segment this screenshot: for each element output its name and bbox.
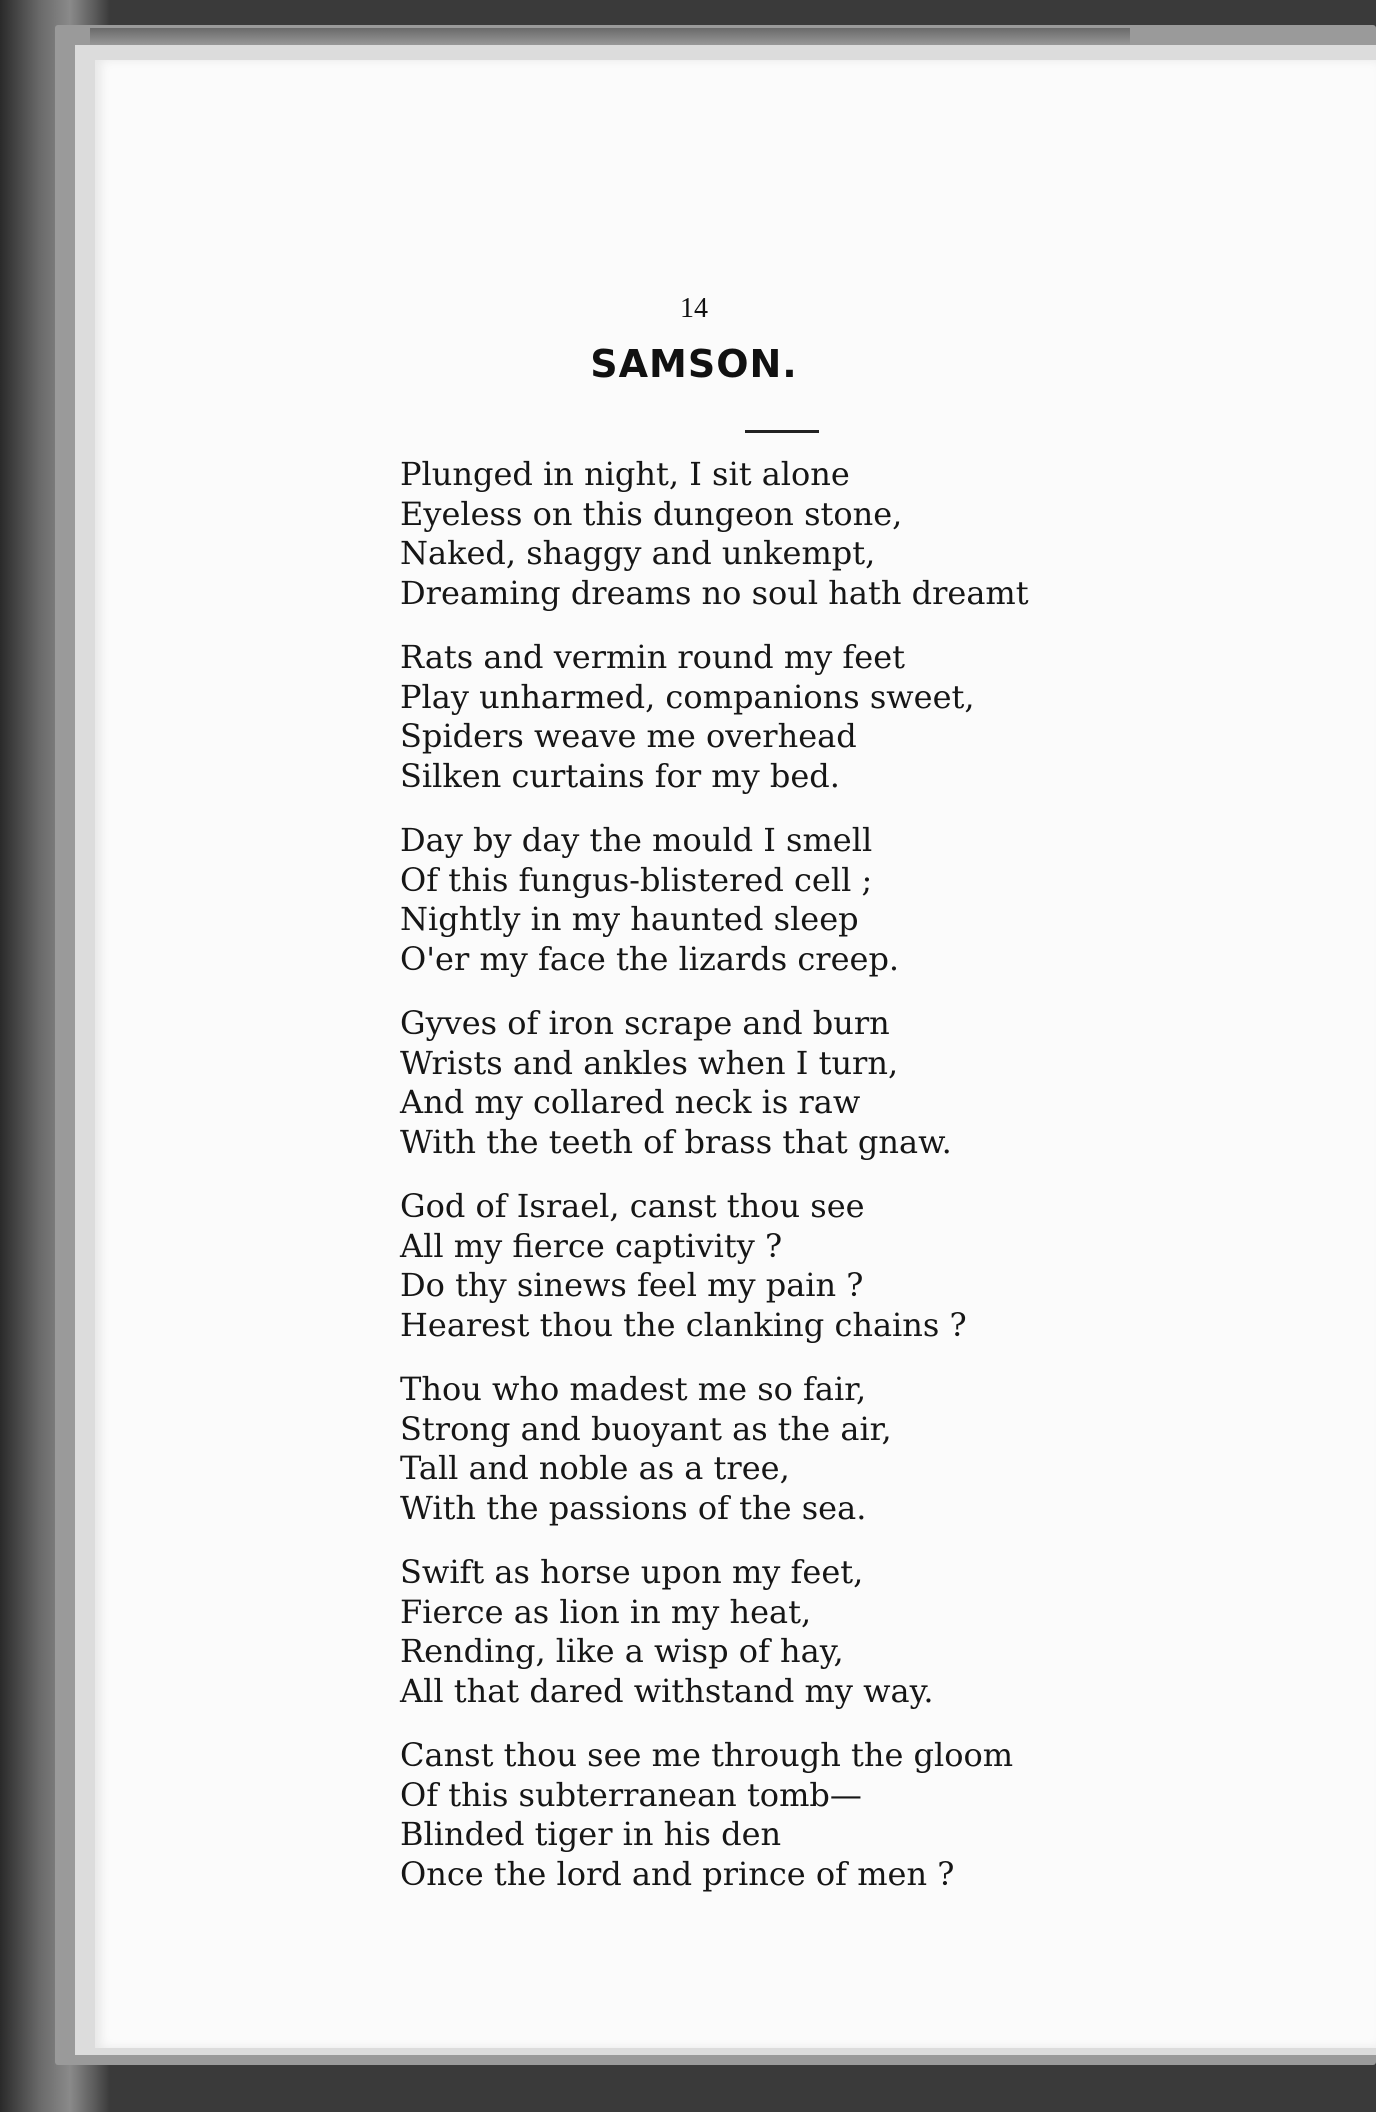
stanza (400, 1004, 1300, 1162)
poem-line: Naked, shaggy and unkempt, (400, 534, 876, 572)
poem-line: Thou who madest me so fair, (400, 1370, 867, 1408)
poem-line: And my collared neck is raw (400, 1083, 861, 1121)
stanza (400, 638, 1300, 796)
poem-line: Play unharmed, companions sweet, (400, 677, 975, 716)
poem-line: Silken curtains for my bed. (400, 756, 840, 795)
poem-line: God of Israel, canst thou see (400, 1187, 865, 1225)
poem-line: Fierce as lion in my heat, (400, 1592, 812, 1631)
poem-line: Hearest thou the clanking chains ? (400, 1305, 967, 1344)
poem-line: Do thy sinews feel my pain ? (400, 1266, 864, 1304)
poem-body (400, 455, 1300, 1919)
poem-line: Rats and vermin round my feet (400, 638, 905, 676)
stanza (400, 1553, 1300, 1711)
title-divider (745, 430, 819, 433)
stanza (400, 1736, 1300, 1894)
stanza (400, 455, 1300, 613)
poem-line: Dreaming dreams no soul hath dreamt (400, 573, 1029, 612)
poem-line: Tall and noble as a tree, (400, 1449, 790, 1487)
poem-line: Wrists and ankles when I turn, (400, 1043, 899, 1082)
stanza (400, 1187, 1300, 1345)
poem-line: All my fierce captivity ? (400, 1226, 783, 1265)
page-number: 14 (680, 293, 708, 324)
poem-line: Rending, like a wisp of hay, (400, 1632, 844, 1670)
poem-line: Once the lord and prince of men ? (400, 1854, 955, 1893)
poem-line: O'er my face the lizards creep. (400, 939, 900, 978)
stanza (400, 821, 1300, 979)
poem-line: Of this fungus-blistered cell ; (400, 860, 873, 899)
poem-line: With the teeth of brass that gnaw. (400, 1122, 952, 1161)
poem-line: Nightly in my haunted sleep (400, 900, 859, 938)
poem-line: Swift as horse upon my feet, (400, 1553, 864, 1591)
poem-line: Of this subterranean tomb— (400, 1775, 862, 1814)
poem-line: Spiders weave me overhead (400, 717, 857, 755)
poem-line: Day by day the mould I smell (400, 821, 873, 859)
poem-line: Plunged in night, I sit alone (400, 455, 850, 493)
poem-line: Strong and buoyant as the air, (400, 1409, 892, 1448)
poem-line: Eyeless on this dungeon stone, (400, 494, 903, 533)
stanza (400, 1370, 1300, 1528)
poem-line: With the passions of the sea. (400, 1488, 867, 1527)
poem-line: Canst thou see me through the gloom (400, 1736, 1014, 1774)
poem-title: SAMSON. (590, 342, 798, 386)
poem-line: Blinded tiger in his den (400, 1815, 782, 1853)
poem-line: All that dared withstand my way. (400, 1671, 934, 1710)
poem-line: Gyves of iron scrape and burn (400, 1004, 890, 1042)
